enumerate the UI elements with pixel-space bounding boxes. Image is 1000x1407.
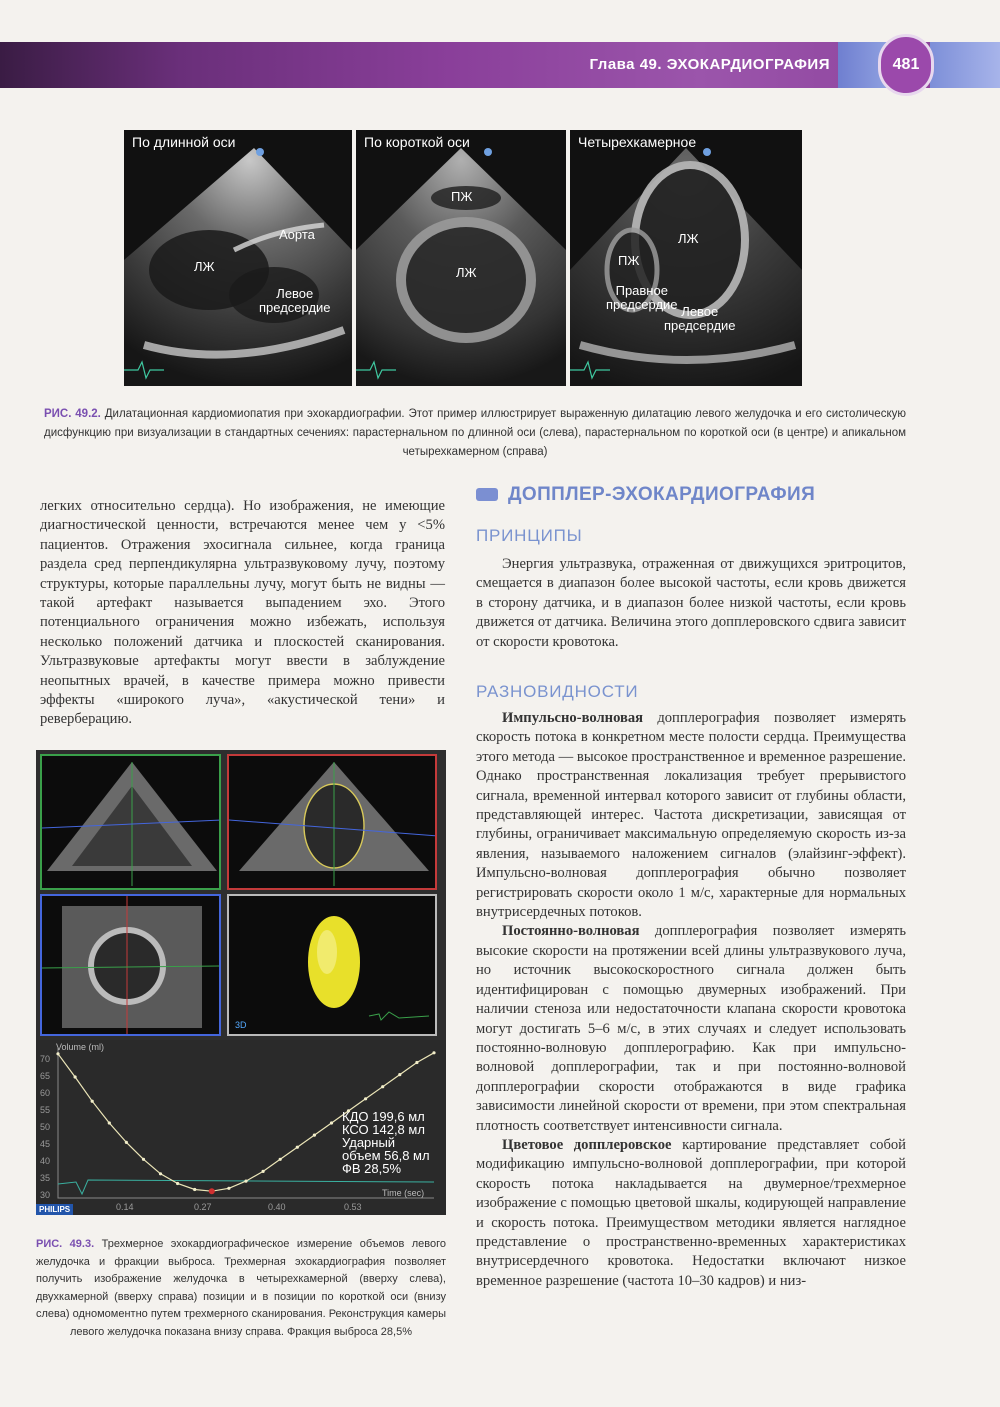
x-tick: 0.14 — [116, 1202, 134, 1212]
label-left-atrium: Левое предсердие — [664, 304, 736, 333]
label-rv: ПЖ — [618, 253, 640, 268]
volume-data-point — [244, 1180, 247, 1183]
y-tick: 45 — [40, 1139, 51, 1149]
readout-ef: ФВ 28,5% — [342, 1161, 402, 1176]
y-axis-label: Volume (ml) — [56, 1042, 105, 1052]
volume-data-point — [74, 1075, 77, 1078]
paragraph-continuous-wave — [476, 922, 906, 1135]
readout-edv: КДО 199,6 мл — [342, 1109, 425, 1124]
y-tick: 40 — [40, 1156, 51, 1166]
y-tick: 30 — [40, 1190, 51, 1200]
echo-sector-image — [570, 130, 802, 386]
caption-text: Трехмерное эхокардиографическое измерение объемов левого желудочка и фракции выброса. Трехмерная эхокардиография позволяет получить изображение желудочка в четырехкамерной (вверху слева), двухкамерной (вверху справа) позиции и в позиции по короткой оси (внизу слева) одномоментно путем трехмерного сканирования. Реконструкция камеры левого желудочка показана внизу справа. Фракция выброса 28,5% — [36, 1238, 447, 1338]
view-two-chamber — [227, 754, 437, 890]
volume-data-point — [398, 1073, 401, 1076]
readout-stroke-label: Ударный — [342, 1135, 396, 1150]
readout-esv: КСО 142,8 мл — [342, 1122, 425, 1137]
volume-data-point — [125, 1141, 128, 1144]
section-marker-icon — [476, 488, 498, 501]
volume-data-point — [296, 1146, 299, 1149]
paragraph-pulsed-wave — [476, 709, 906, 922]
header-right-block — [930, 42, 1000, 88]
volume-data-point — [279, 1158, 282, 1161]
volume-data-point — [381, 1085, 384, 1088]
y-tick: 50 — [40, 1122, 51, 1132]
end-systole-marker — [209, 1188, 215, 1194]
volume-data-point — [364, 1097, 367, 1100]
x-tick: 0.40 — [268, 1202, 286, 1212]
volume-data-point — [108, 1121, 111, 1124]
label-lv: ЛЖ — [678, 231, 699, 246]
echo-sector-image — [124, 130, 352, 386]
paragraph-text: допплерография позволяет измерять высокие скорости на протяжении всей длины ультразвукового луча, но источник высокоскоростного сигнала должен быть идентифицирован с помощью двумерных изображений. При наличии стеноза или недостаточности клапана скорости кровотока могут достигать 5–6 м/с, в этих случаях и следует использовать постоянно-волновую допплерографию. Как при импульсно-волновой допплерографии, так и при постоянно-волновой допплерографии скорости отображаются в виде графика зависимости линейной скорости от времени, при этом спектральная плотность соответствует интенсивности сигнала. — [476, 923, 906, 1134]
term-bold: Цветовое допплеровское — [502, 1136, 672, 1153]
readout-stroke-volume: объем 56,8 мл — [342, 1148, 430, 1163]
label-rv: ПЖ — [451, 189, 473, 204]
paragraph-text: допплерография позволяет измерять скорость потока в конкретном месте полости сердца. Преимущества этого метода — высокое пространственное и временное разрешение. Однако пространственная локализация требует прерывистого сигнала, временной интервал которого зависит от глубины области, представляющей интерес. Частота дискретизации, зависящая от глубины, ограничивает максимальную определяемую скорость из-за явления, называемого наложением сигналов (элайзинг-эффект). Импульсно-волновая допплерография обычно позволяет регистрировать скорости около 1 м/с, характерные для нормальных внутрисердечных потоков. — [476, 710, 906, 921]
paragraph-color-doppler — [476, 1136, 906, 1291]
paragraph: Энергия ультразвука, отраженная от движущихся эритроцитов, смещается в диапазон более высокой частоты, если кровь движется в сторону датчика, и в диапазон более низкой частоты, если кровь движется от датчика. Величина этого допплеровского сдвига зависит от скорости кровотока. — [476, 556, 906, 650]
volume-data-point — [176, 1182, 179, 1185]
panel-title: Четырехкамерное — [578, 134, 697, 150]
left-column-text — [40, 497, 445, 730]
page-number: 481 — [892, 56, 920, 73]
figure-49-2-caption — [44, 405, 906, 462]
volume-data-point — [193, 1188, 196, 1191]
badge-3d: 3D — [235, 1020, 247, 1030]
view-short-axis — [40, 894, 221, 1036]
volume-data-point — [159, 1172, 162, 1175]
x-tick: 0.53 — [344, 1202, 362, 1212]
figure-49-3-caption — [36, 1236, 446, 1342]
principles-text — [476, 555, 906, 652]
volume-data-point — [415, 1061, 418, 1064]
caption-text: Дилатационная кардиомиопатия при эхокардиографии. Этот пример иллюстрирует выраженную дилатацию левого желудочка и его систолическую дисфункцию при визуализации в стандартных сечениях: парастернальном по длинной оси (слева), парастернальном по короткой оси (в центре) и апикальном четырехкамерном (справа) — [44, 408, 906, 458]
brand-logo: PHILIPS — [36, 1204, 73, 1215]
echo-panel-four-chamber — [570, 130, 802, 386]
volume-time-graph — [36, 1040, 446, 1215]
view-four-chamber — [40, 754, 221, 890]
label-right-atrium: Правное предсердие — [606, 283, 678, 312]
label-aorta: Аорта — [279, 227, 315, 242]
volume-data-point — [262, 1170, 265, 1173]
volume-data-point — [330, 1121, 333, 1124]
caption-label: РИС. 49.3. — [36, 1238, 95, 1250]
subsection-title-principles: ПРИНЦИПЫ — [476, 526, 583, 545]
y-tick: 65 — [40, 1071, 51, 1081]
volume-data-point — [56, 1052, 59, 1055]
echo-panel-long-axis — [124, 130, 352, 386]
paragraph: легких относительно сердца). Но изображения, не имеющие диагностической ценности, встречаются менее чем у <5% пациентов. Отражения эхосигнала сильнее, когда граница раздела сред перпендикулярна ультразвуковому лучу, поэтому структуры, которые параллельны лучу, могут быть не видны — такой артефакт называется выпадением эхо. Этого потенциального ограничения можно избежать, используя несколько положений датчика и плоскостей сканирования. Ультразвуковые артефакты могут ввести в заблуждение неопытных врачей, в качестве примера можно привести эффекты «широкого луча», «акустической тени» и реверберацию. — [40, 498, 445, 728]
label-lv: ЛЖ — [456, 265, 477, 280]
echo-sector-image — [356, 130, 566, 386]
volume-data-point — [313, 1134, 316, 1137]
echo-panel-short-axis — [356, 130, 566, 386]
label-lv: ЛЖ — [194, 259, 215, 274]
panel-title: По длинной оси — [132, 134, 236, 150]
panel-title: По короткой оси — [364, 134, 470, 150]
y-tick: 60 — [40, 1088, 51, 1098]
volume-data-point — [227, 1187, 230, 1190]
view-3d-reconstruction — [227, 894, 437, 1036]
section-title: ДОППЛЕР-ЭХОКАРДИОГРАФИЯ — [508, 484, 816, 505]
x-axis-label: Time (sec) — [382, 1188, 425, 1198]
y-tick: 70 — [40, 1054, 51, 1064]
volume-data-point — [91, 1100, 94, 1103]
volume-data-point — [432, 1051, 435, 1054]
volume-data-point — [142, 1158, 145, 1161]
y-tick: 55 — [40, 1105, 51, 1115]
label-left-atrium: Левое предсердие — [259, 286, 331, 315]
term-bold: Импульсно-волновая — [502, 710, 644, 726]
subsection-title-varieties: РАЗНОВИДНОСТИ — [476, 682, 639, 701]
chapter-title: Глава 49. ЭХОКАРДИОГРАФИЯ — [589, 56, 830, 73]
x-tick: 0.27 — [194, 1202, 212, 1212]
varieties-text — [476, 709, 906, 1291]
y-tick: 35 — [40, 1173, 51, 1183]
paragraph-text: картирование представляет собой модификацию импульсно-волновой допплерографии, при которой скорость потока накладывается на двумерное/трехмерное изображение с помощью цветовой шкалы, кодирующей направление и скорость потока. Преимуществом методики является наглядное представление о пространственно-временных характеристиках внутрисердечного кровотока. Недостатки включают низкое временное разрешение (частота 10–30 кадров) и низ- — [476, 1136, 906, 1289]
figure-49-3 — [36, 750, 446, 1215]
term-bold: Постоянно-волновая — [502, 923, 640, 940]
caption-label: РИС. 49.2. — [44, 408, 101, 420]
